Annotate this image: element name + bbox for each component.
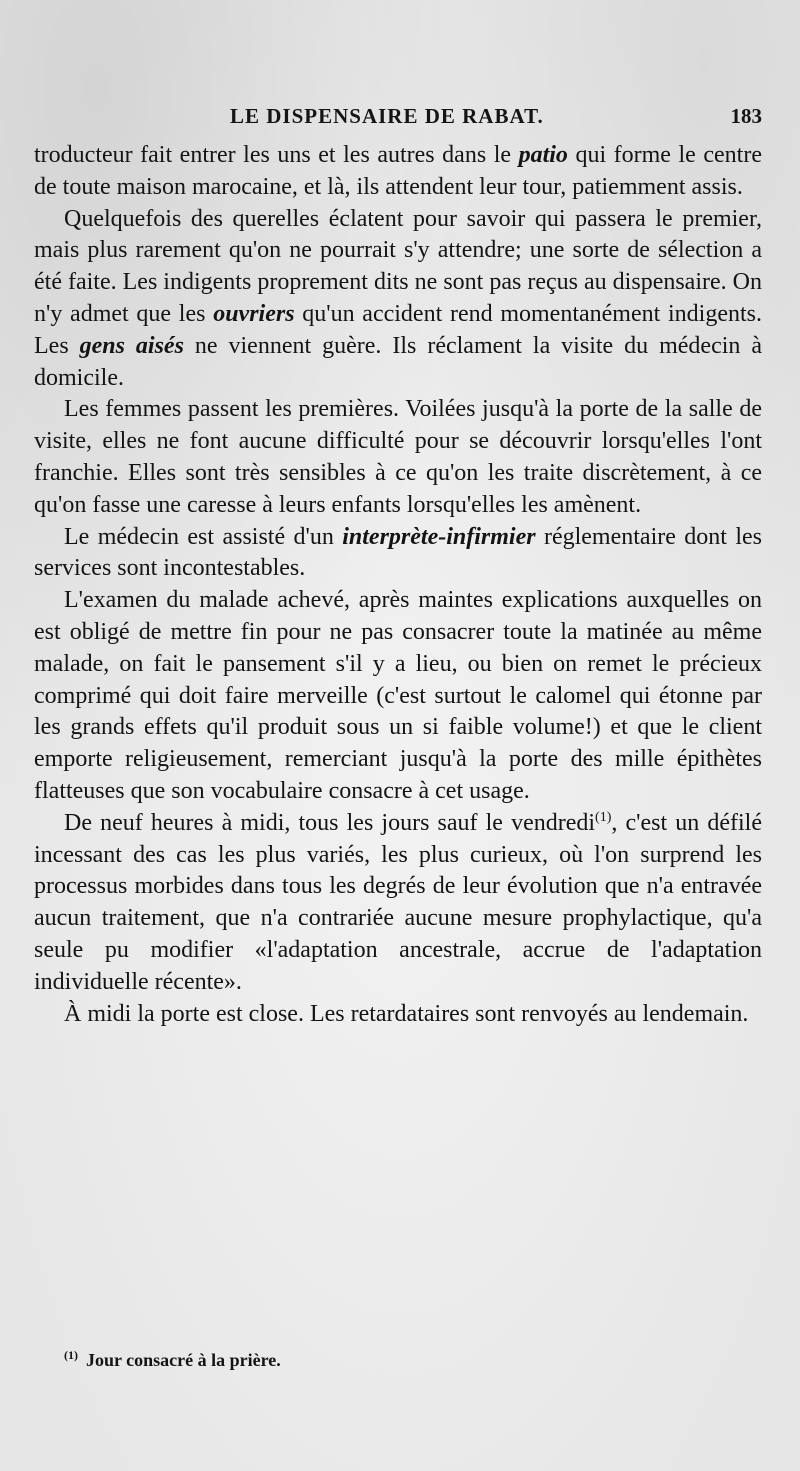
footnote-text: Jour consacré à la prière. — [86, 1350, 281, 1370]
italic-term: gens aisés — [79, 332, 184, 359]
italic-term: interprète-infirmier — [342, 523, 536, 550]
text-run: De neuf heures à midi, tous les jours sauf le vendredi — [64, 809, 596, 836]
running-title: LE DISPENSAIRE DE RABAT. — [230, 104, 544, 128]
body-text — [34, 140, 762, 1030]
text-run: qu'un accident rend momentanément indigents. Les — [34, 300, 763, 359]
page-number: 183 — [730, 104, 762, 128]
text-run: troducteur fait entrer les uns et les autres dans le — [34, 142, 519, 168]
text-run: réglementaire dont les services sont incontestables. — [34, 523, 762, 582]
text-run: ne viennent guère. Ils réclament la visite du médecin à domicile. — [34, 332, 763, 391]
paragraph-7: À midi la porte est close. Les retardataires sont renvoyés au lendemain. — [64, 1000, 749, 1027]
text-run: qui forme le centre de toute maison marocaine, et là, ils attendent leur tour, patiemment assis. — [34, 142, 762, 200]
paragraph-5: L'examen du malade achevé, après maintes explications auxquelles on est obligé de mettre fin pour ne pas consacrer toute la matinée au même malade, on fait le pansement s'il y a lieu, ou bien on remet le précieux comprimé qui doit faire merveille (c'est surtout le calomel qui étonne par les grands effets qu'il produit sous un si faible volume!) et que le client emporte religieusement, remerciant jusqu'à la porte des mille épithètes flatteuses que son vocabulaire consacre à cet usage. — [34, 587, 762, 804]
text-run: Quelquefois des querelles éclatent pour savoir qui passera le premier, mais plus rarement qu'on ne pourrait s'y attendre; une sorte de sélection a été faite. Les indigents proprement dits ne sont pas reçus au dispensaire. On n'y admet que les — [34, 205, 762, 327]
italic-term: patio — [518, 142, 568, 168]
paragraph-2 — [34, 204, 762, 395]
paragraph-1 — [34, 140, 762, 204]
italic-term: ouvriers — [213, 300, 295, 327]
footnote — [64, 1348, 762, 1371]
paragraph-4 — [34, 522, 762, 586]
text-run: Le médecin est assisté d'un — [64, 523, 343, 550]
paragraph-3: Les femmes passent les premières. Voilées jusqu'à la porte de la salle de visite, elles ne font aucune difficulté pour se découvrir lorsqu'elles l'ont franchie. Elles sont très sensibles à ce qu'on les traite discrètement, à ce qu'on fasse une caresse à leurs enfants lorsqu'elles les amènent. — [34, 396, 762, 518]
page-header — [34, 96, 762, 136]
footnote-reference: (1) — [595, 809, 612, 825]
footnote-number: (1) — [64, 1348, 78, 1362]
text-run: , c'est un défilé incessant des cas les plus variés, les plus curieux, où l'on surprend les processus morbides dans tous les degrés de leur évolution que n'a entravée aucun traitement, que n'a contrariée aucune mesure prophylactique, qu'a seule pu modifier «l'adaptation ancestrale, accrue de l'adaptation individuelle récente». — [34, 809, 762, 995]
paragraph-6 — [34, 808, 762, 999]
